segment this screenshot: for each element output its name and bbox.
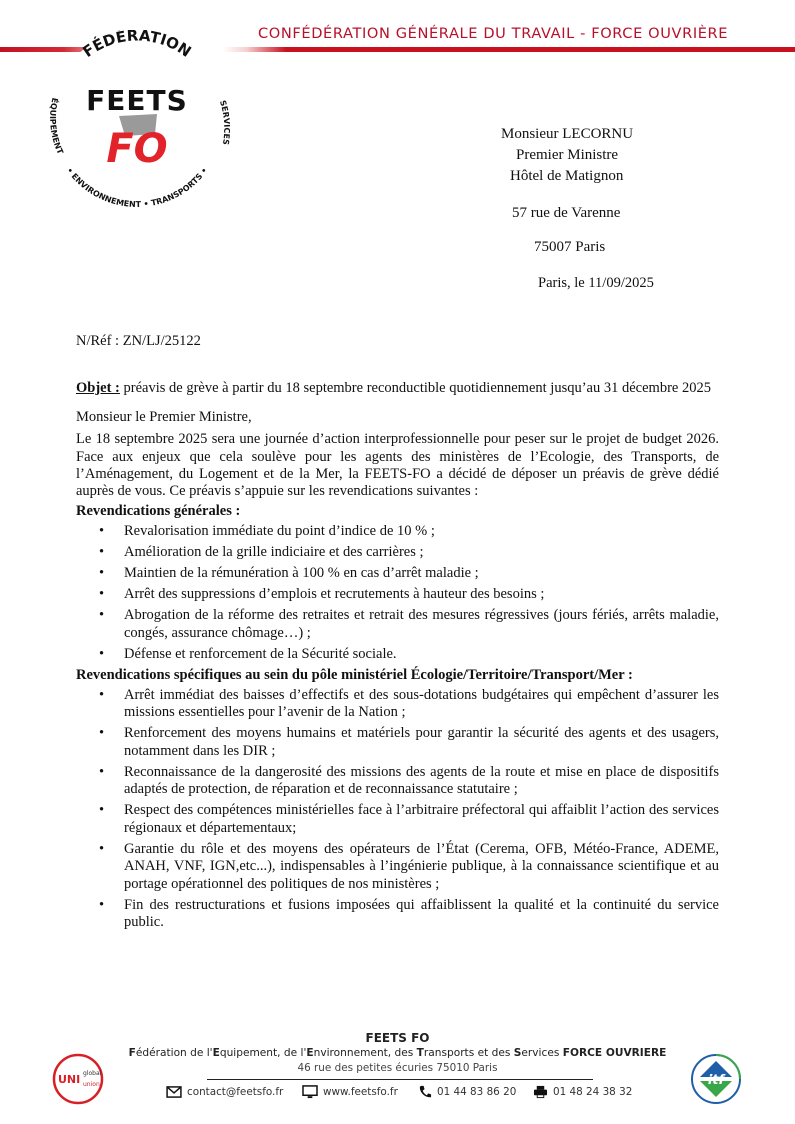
footer-website-text: www.feetsfo.fr (323, 1086, 398, 1098)
monitor-icon (302, 1085, 318, 1099)
logo-right-arc: SER S (217, 99, 230, 146)
uni-line2: union (83, 1081, 100, 1088)
recipient-name: Monsieur LECORNU (501, 126, 634, 142)
footer-org-part: ervices (521, 1047, 563, 1059)
footer-email[interactable] (166, 1085, 283, 1099)
footer-org-full (0, 1047, 795, 1060)
uni-line1: global (83, 1070, 102, 1077)
list-item: • Abrogation de la réforme des retraites et retrait des mesures régressives (jours fériés, arrêts maladie, congés, assurance chômage…) ; (76, 607, 719, 642)
footer-rule (207, 1079, 593, 1080)
date-line: Paris, le 11/09/2025 (538, 275, 654, 291)
footer-phone (418, 1085, 516, 1099)
footer-org-part: ransports et des (423, 1047, 514, 1059)
footer-contacts (166, 1085, 636, 1101)
itf-icon (690, 1053, 742, 1105)
logo-wordmark: FEETS (86, 84, 188, 117)
salutation: Monsieur le Premier Ministre, (76, 408, 252, 425)
specific-claims-list (76, 687, 719, 931)
footer-fax (533, 1085, 632, 1099)
footer-org-part: S (513, 1047, 522, 1059)
recipient-city: 75007 Paris (534, 239, 606, 255)
footer-email-text: contact@feetsfo.fr (187, 1086, 284, 1098)
list-item: • Fin des restructurations et fusions imposées qui affaiblissent la qualité et la continuité du service public. (76, 897, 719, 932)
footer-org-part: E (306, 1047, 314, 1059)
footer-org-part: T (416, 1047, 424, 1059)
list-item: • Revalorisation immédiate du point d’indice de 10 % ; (76, 523, 719, 540)
letter-body (76, 333, 719, 935)
itf-mark: itf (707, 1073, 725, 1088)
list-item: • Arrêt des suppressions d’emplois et recrutements à hauteur des besoins ; (76, 586, 719, 603)
recipient-block (470, 124, 670, 294)
specific-claims-title: Revendications spécifiques au sein du pôle ministériel Écologie/Territoire/Transport/Mer : (76, 666, 633, 683)
confederation-title: CONFÉDÉRATION GÉNÉRALE DU TRAVAIL - FORCE OUVRIÈRE (258, 25, 729, 42)
intro-paragraph: Le 18 septembre 2025 sera une journée d’action interprofessionnelle pour peser sur le projet de budget 2026. Face aux enjeux que cela soulève pour les agents des ministères de l’Ecologie, des Transports, de l’Aménagement, du Logement et de la Mer, la FEETS-FO a décidé de déposer un préavis de grève dédié auprès de vous. Ce préavis s’appuie sur les revendications suivantes : (76, 431, 719, 500)
footer-org-part: quipement, de l' (219, 1047, 307, 1059)
footer-fax-text: 01 48 24 38 32 (553, 1086, 633, 1098)
itf-logo (690, 1053, 742, 1105)
list-item: • Amélioration de la grille indiciaire et des carrières ; (76, 544, 719, 561)
recipient-street: 57 rue de Varenne (512, 205, 621, 221)
list-item: • Garantie du rôle et des moyens des opérateurs de l’État (Cerema, OFB, Météo-France, ADEME, ANAH, VNF, IGN,etc...), indispensables à l’ingénierie publique, à la connaissance scientifique et au portage opérationnel des politiques de nos ministères ; (76, 841, 719, 893)
general-claims-list (76, 523, 719, 663)
footer-org-part: FORCE OUVRIERE (562, 1047, 667, 1059)
logo-bottom-arc: • ENVIRONNEMENT • TRANSPORTS • (64, 165, 210, 210)
footer-org-part: F (128, 1047, 136, 1059)
subject-line (76, 380, 719, 397)
recipient-title: Premier Ministre (516, 147, 619, 163)
subject-text: préavis de grève à partir du 18 septembre reconductible quotidiennement jusqu’au 31 décembre 2025 (119, 380, 711, 397)
logo-fo: FO (106, 126, 168, 172)
footer-phone-text: 01 44 83 86 20 (437, 1086, 517, 1098)
uni-global-union-logo (52, 1053, 104, 1105)
envelope-icon (166, 1086, 182, 1098)
footer-org-part: édération de l' (135, 1047, 213, 1059)
feets-fo-logo (45, 30, 230, 215)
footer-org-part: E (212, 1047, 220, 1059)
logo-top-arc: FÉDÉRATION (79, 30, 195, 61)
list-item: • Défense et renforcement de la Sécurité sociale. (76, 646, 719, 663)
uni-global-union-icon (52, 1053, 104, 1105)
printer-icon (533, 1085, 548, 1099)
uni-mark: UNI (58, 1073, 81, 1086)
logo-left-arc: ÉQUIPEMENT (48, 96, 65, 156)
list-item: • Respect des compétences ministérielles face à l’arbitraire préfectoral qui affaiblit l’action des services régionaux et départementaux; (76, 802, 719, 837)
subject-label: Objet : (76, 380, 120, 397)
phone-icon (418, 1085, 432, 1099)
general-claims-title: Revendications générales : (76, 502, 241, 519)
footer-org-short: FEETS FO (365, 1031, 430, 1045)
feets-fo-emblem-icon (45, 30, 230, 215)
footer-address: 46 rue des petites écuries 75010 Paris (297, 1062, 498, 1074)
list-item: • Arrêt immédiat des baisses d’effectifs et des sous-dotations budgétaires qui empêchent d’assurer les missions essentielles pour l’avenir de la Nation ; (76, 687, 719, 722)
recipient-office: Hôtel de Matignon (510, 168, 624, 184)
footer-website[interactable] (302, 1085, 398, 1099)
list-item: • Maintien de la rémunération à 100 % en cas d’arrêt maladie ; (76, 565, 719, 582)
reference: N/Réf : ZN/LJ/25122 (76, 333, 201, 349)
footer-org-part: nvironnement, des (313, 1047, 417, 1059)
list-item: • Renforcement des moyens humains et matériels pour garantir la sécurité des agents et des usagers, notamment dans les DIR ; (76, 725, 719, 760)
list-item: • Reconnaissance de la dangerosité des missions des agents de la route et mise en place de dispositifs adaptés de protection, de réparation et de reconnaissance statutaire ; (76, 764, 719, 799)
